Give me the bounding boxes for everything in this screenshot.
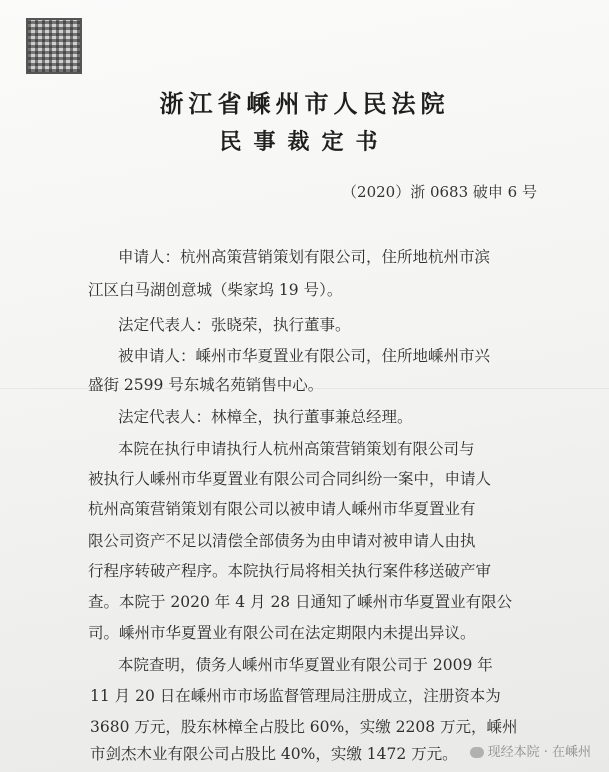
text-line: 市剑杰木业有限公司占股比 40%，实缴 1472 万元。 [90, 745, 458, 763]
case-number: （2020）浙 0683 破申 6 号 [342, 183, 537, 201]
qr-code-icon [26, 18, 82, 74]
text-line: 申请人：杭州高策营销策划有限公司，住所地杭州市滨 [118, 248, 491, 266]
watermark [470, 741, 591, 760]
text-line: 11 月 20 日在嵊州市市场监督管理局注册成立，注册资本为 [90, 687, 501, 705]
text-line: 杭州高策营销策划有限公司以被申请人嵊州市华夏置业有 [88, 500, 476, 518]
text-line: 法定代表人：张晓荣，执行董事。 [118, 316, 351, 334]
wechat-icon [470, 747, 484, 758]
watermark-text: 现经本院 · 在嵊州 [487, 745, 591, 760]
text-line: 本院在执行申请执行人杭州高策营销策划有限公司与 [118, 440, 475, 458]
paper-fold [0, 388, 609, 389]
text-line: 盛街 2599 号东城名苑销售中心。 [88, 376, 324, 394]
text-line: 被申请人：嵊州市华夏置业有限公司，住所地嵊州市兴 [118, 347, 491, 365]
text-line: 限公司资产不足以清偿全部债务为由申请对被申请人由执 [88, 532, 476, 550]
text-line: 法定代表人：林樟全，执行董事兼总经理。 [118, 408, 413, 426]
text-line: 司。嵊州市华夏置业有限公司在法定期限内未提出异议。 [88, 624, 476, 642]
text-line: 江区白马湖创意城（柴家坞 19 号）。 [88, 281, 343, 299]
text-line: 被执行人嵊州市华夏置业有限公司合同纠纷一案中，申请人 [88, 470, 492, 488]
text-line: 查。本院于 2020 年 4 月 28 日通知了嵊州市华夏置业有限公 [88, 593, 513, 611]
document-type: 民事裁定书 [219, 130, 390, 155]
text-line: 3680 万元，股东林樟全占股比 60%，实缴 2208 万元，嵊州 [90, 718, 518, 736]
text-line: 行程序转破产程序。本院执行局将相关执行案件移送破产审 [88, 562, 492, 580]
court-name: 浙江省嵊州市人民法院 [159, 90, 450, 118]
text-line: 本院查明，债务人嵊州市华夏置业有限公司于 2009 年 [118, 656, 493, 674]
